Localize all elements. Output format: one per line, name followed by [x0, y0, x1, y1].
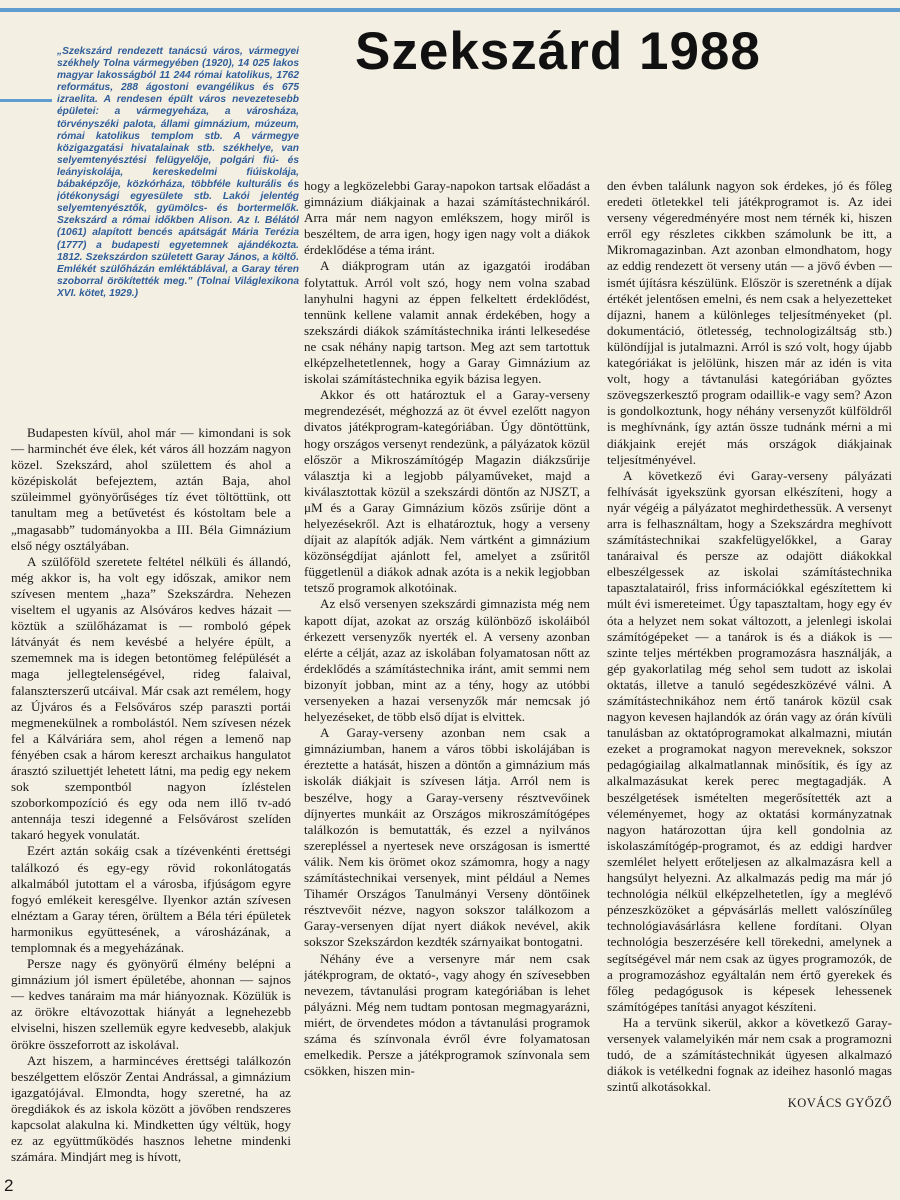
lexicon-quote: „Szekszárd rendezett tanácsú város, vármegyei székhely Tolna vármegyében (1920), 14 025 lakos magyar lakosságból 11 244 római katolikus, 1762 református, 288 ágostoni evangélikus és 675 izraelita. A rendesen épült város nevezetesebb épületei: a vármegyeháza, a városháza, törvényszéki palota, állami gimnázium, múzeum, római katolikus templom stb. A vármegye közigazgatási hivatalainak stb. székhelye, van selyemtenyésztési felügyelője, polgári fiú- és leányiskolája, kereskedelmi fiúiskolája, bábaképzője, közkórháza, többféle kulturális és jótékonysági egyesülete stb. Lakói jelentég selyemtenyésztők, gyümölcs- és bortermelők. Szekszárd a római időkben Alison. Az I. Bélától (1061) alapított bencés apátságát Mária Terézia (1777) a budapesti egyetemnek ajándékozta. 1812. Szekszárdon született Garay János, a költő. Emlékét szülőházán emléktáblával, a Garay téren szoborral örökítették meg.” (Tolnai Világlexikona XVI. kötet, 1929.) — [57, 46, 299, 299]
article-column-2 — [304, 178, 590, 1176]
paragraph: den évben találunk nagyon sok érdekes, jó és főleg eredeti ötletekkel teli játékprogramot is. Az idei verseny végeredményére most nem térnék ki, hiszen erről egy részletes cikkben számolunk be itt, a Mikromagazinban. Azt azonban elmondhatom, hogy az eddig rendezett öt verseny után — a jövő évben — ismét újításra készülünk. Először is szeretnénk a díjak értékét jelentősen emelni, és nem csak a helyezetteket díjazni, hanem a különleges teljesítményeket (pl. dokumentáció, ötletesség, technologizáltság stb.) különdíjjal is jutalmazni. Arról is szó volt, hogy újabb kategóriákat is jelölünk, hiszen már az idén is vita volt, hogy a távtanulási kategóriában győztes szövegszerkesztő program odaillik-e vagy sem? Azon is gondolkoztunk, hogy néhány versenyzőt külföldről is meghívnánk, így aztán össze tudnánk mérni a mi diákjaink erejét más országok diákjainak teljesítményével. — [607, 178, 892, 467]
paragraph: Persze nagy és gyönyörű élmény belépni a gimnázium jól ismert épületébe, ahonnan — sajnos — kedves tanáraim ma már hiányoznak. Közülük is az örökre eltávozottak hiányát a legnehezebb elviselni, hiszen szellemük egyre kedvesebb, alakjuk örökre összeforrott az iskolával. — [11, 956, 291, 1052]
page-number: 2 — [4, 1176, 14, 1195]
paragraph: Akkor és ott határoztuk el a Garay-verseny megrendezését, méghozzá az öt évvel ezelőtt nagyon divatos játékprogram-kategóriában. Úgy döntöttünk, hogy országos versenyt rendezünk, a pályázatok közül először a Mikroszámítógép Magazin diákzsűrije választja ki a legjobb pályaműveket, majd a kiválasztottak közül a szekszárdi döntőn az NJSZT, a μM és a Garay Gimnázium közös zsűrije dönt a helyezésekről. Azt is elhatároztuk, hogy a verseny díjait az alapítók adják. Nem vártként a gimnázium közönségdíjat ajánlott fel, amelyet a zsűritől függetlenül a diákok adnak azóta is a nekik legjobban tetsző programok alkotóinak. — [304, 387, 590, 596]
top-accent-rule — [0, 8, 900, 12]
article-column-1 — [11, 425, 291, 1175]
paragraph: Ha a tervünk sikerül, akkor a következő Garay-versenyek valamelyikén már nem csak a programozni tudó, de a számítástechnikát ügyesen alkalmazó diákok is vetélkedni fognak az ideihez hasonló magas szintű alkotásokkal. — [607, 1014, 892, 1095]
paragraph: A diákprogram után az igazgatói irodában folytattuk. Arról volt szó, hogy nem volna szabad lanyhulni hagyni az éppen felkeltett érdeklődést, tennünk kellene valamit annak érdekében, hogy a szekszárdi diákok számítástechnika iránti lelkesedése ne csak néhány napig tartson. Meg azt sem tartottuk elképzelhetetlennek, hogy a Garay Gimnázium az iskolai számítástechnika egyik bázisa legyen. — [304, 258, 590, 387]
paragraph: A szülőföld szeretete feltétel nélküli és állandó, még akkor is, ha volt egy időszak, amikor nem szívesen mentem „haza” Szekszárdra. Nehezen viseltem el ugyanis az Alsóváros kedves házait — köztük a szülőházamat is — romboló gépek látványát és nem kevésbé a helyére épült, a szememnek ma is idegen betontömeg felépülését a maga jellegtelenségével, rideg falaival, falanszterszerű utcáival. Már csak azt remélem, hogy az Újváros és a Felsőváros szép paraszti portái megmenekülnek a rombolástól. Nem szívesen nézek fel a Kálváriára sem, ahol régen a lemenő nap fényében csak a három kereszt archaikus hangulatot árasztó sziluettjét lehetett látni, ma pedig egy nekem sok szempontból nagyon ízléstelen szoborkompozíció és egy oda nem illő tv-adó antennája teszi idegenné a Felsővárost szelíden takaró hegyek vonulatát. — [11, 553, 291, 843]
paragraph: A Garay-verseny azonban nem csak a gimnáziumban, hanem a város többi iskolájában is éreztette a hatását, hiszen a döntőn a gimnázium más iskolák diákjait is szívesen látja. Arról nem is beszélve, hogy a Garay-verseny résztvevőinek díjnyertes munkáit az Országos mikroszámítógépes találkozón is bemutatták, és ezzel a nyilvános szerepléssel a nyertesek neve országosan is ismertté válik. Nem kis örömet okoz számomra, hogy a nagy számítástechnikai versenyek, mint például a Nemes Tihamér Országos Tanulmányi Verseny döntőinek résztvevőit nézve, nagyon sokszor találkozom a Garay-versenyen díjat nyert diákok nevével, akik sokszor Szekszárdon kezdték szárnyaikat bontogatni. — [304, 725, 590, 950]
paragraph: Az első versenyen szekszárdi gimnazista még nem kapott díjat, azokat az ország különböző iskoláiból érkezett versenyzők nyerték el. A verseny azonban elérte a célját, azaz az iskolában folyamatosan nőtt az érdeklődés a számítástechnika iránt, amit semmi nem bizonyít jobban, mint az a tény, hogy az utóbbi versenyeken a hazai versenyzők már nemcsak jó helyezéseket, de több első díjat is elvittek. — [304, 596, 590, 725]
article-title: Szekszárd 1988 — [355, 22, 761, 81]
quote-accent-rule — [0, 99, 52, 102]
paragraph: A következő évi Garay-verseny pályázati felhívását igyekszünk gyorsan elkészíteni, hogy a nyár végéig a pályázatot meghirdethessük. A versenyt arra is felhasználtam, hogy a Szekszárdra meghívott számítástechnikai szakfelügyelőkkel, a Garay tanáraival és persze az odajött diákokkal elbeszélgessek az iskolai számítástechnika tapasztalatairól, friss információkkal egészítettem ki múlt évi ismereteimet. Úgy tapasztaltam, hogy egy év óta a helyzet nem sokat változott, a jelenlegi iskolai számítógépeket — a tanárok is és a diákok is — szinte teljes mértékben programozásra használják, a gép gyakorlatilag még sehol sem tudott az iskolai oktatás, illetve a tanuló segédeszközévé válni. A számítástechnikához nem értő tanárok közül csak nagyon kevesen hajlandók az órán vagy az órán kívüli tanulásban az oktatóprogramokat alkalmazni, miután ezeket a programokat nagyon mereveknek, sokszor pedagógiailag alkalmatlannak minősítik, és így az alkalmazásukat kerek perec megtagadják. A beszélgetések ismételten megerősítették azt a véleményemet, hogy az oktatási kormányzatnak nagyon határozottan újra kell gondolnia az iskolaszámítógép-programot, és az eddigi hardver szemlélet helyett erőteljesen az alkalmazásra kell a hangsúlyt helyezni. Az alkalmazás pedig ma már jó technológia nélkül elképzelhetetlen, így a meglévő pénzeszközöket a gépvásárlás mellett valószínűleg technológiavásárlásra kellene fordítani. Olyan technológia beszerzésére kell törekedni, amelynek a segítségével már nem csak az ügyes programozók, de a programozáshoz egyáltalán nem értő gyerekek és főleg pedagógusok is képesek lehessenek számítógépes tanítási anyagot készíteni. — [607, 467, 892, 1014]
paragraph: Ezért aztán sokáig csak a tízévenkénti érettségi találkozó és egy-egy rövid rokonlátogatás alkalmából jutottam el a városba, ifjúságom egyre fogyó emlékeit keresgélve. Ilyenkor aztán szívesen elnéztam a Garay téren, örültem a Béla téri épületek harmonikus együttesének, a városházának, a templomnak és a megyeházának. — [11, 843, 291, 955]
paragraph: Azt hiszem, a harmincéves érettségi találkozón beszélgettem először Zentai Andrással, a gimnázium igazgatójával. Elmondta, hogy szeretné, ha az öregdiákok és az iskola között a jövőben rendszeres kapcsolat alakulna ki. Mindketten úgy véltük, hogy ez az együttműködés hasznos lehetne mindenki számára. Mindjárt meg is hívott, — [11, 1052, 291, 1165]
author-byline: KOVÁCS GYŐZŐ — [787, 1096, 892, 1111]
paragraph: hogy a legközelebbi Garay-napokon tartsak előadást a gimnázium diákjainak a hazai számítástechnikáról. Arra már nem nagyon emlékszem, hogy miről is beszéltem, de arra igen, hogy igen nagy volt a diákok érdeklődése a téma iránt. — [304, 178, 590, 258]
article-column-3 — [607, 178, 892, 1178]
paragraph: Néhány éve a versenyre már nem csak játékprogram, de oktató-, vagy ahogy én szívesebben nevezem, távtanulási program kategóriában is lehet pályázni. Még nem tudtam pontosan megmagyarázni, miért, de örvendetes módon a távtanulási programok száma és színvonala évről évre folyamatosan emelkedik. Persze a játékprogramok színvonala sem csökken, hiszen min- — [304, 950, 590, 1079]
paragraph: Budapesten kívül, ahol már — kimondani is sok — harminchét éve élek, két város áll hozzám nagyon közel. Szekszárd, ahol születtem és ahol a középiskolát befejeztem, aztán Baja, ahol szüleimmel gyönyörűséges tíz évet töltöttünk, ott tanultam meg a betűvetést és kóstoltam bele a „magasabb” tudományokba a III. Béla Gimnázium első négy osztályában. — [11, 425, 291, 553]
